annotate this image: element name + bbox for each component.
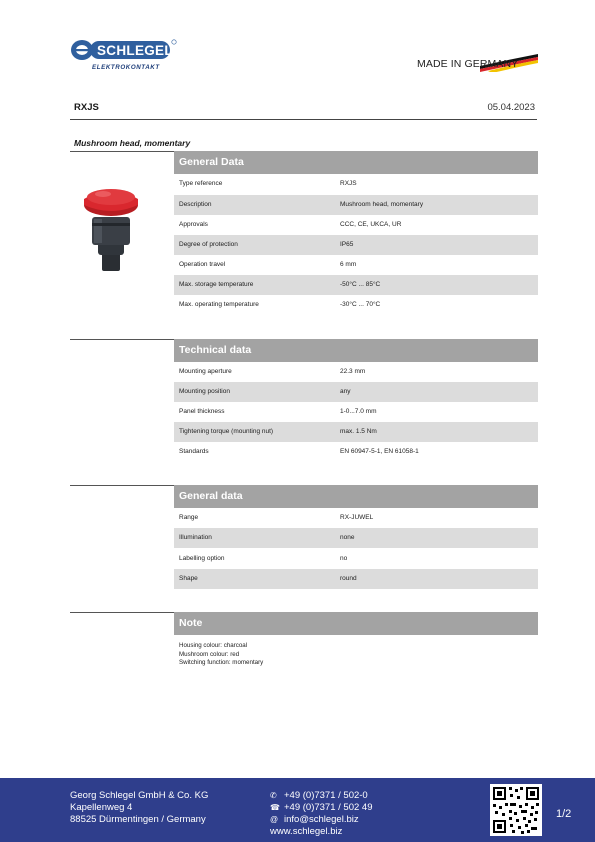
section-rule-note	[70, 612, 174, 613]
row-value: RX-JUWEL	[340, 514, 374, 521]
company-name: Georg Schlegel GmbH & Co. KG	[70, 790, 209, 801]
section-header-technical-data: Technical data	[174, 339, 538, 362]
city-address: 88525 Dürmentingen / Germany	[70, 814, 206, 825]
row-value: 1-0...7.0 mm	[340, 408, 377, 415]
row-value: round	[340, 575, 357, 582]
row-value: CCC, CE, UKCA, UR	[340, 221, 402, 228]
row-label: Type reference	[179, 180, 223, 187]
table-row	[174, 362, 538, 382]
row-value: none	[340, 534, 355, 541]
row-value: -50°C ... 85°C	[340, 281, 381, 288]
footer-contact	[270, 790, 372, 838]
section-header-general-data-2: General data	[174, 485, 538, 508]
section-rule-general-2	[70, 485, 174, 486]
table-row	[174, 215, 538, 235]
email-icon: @	[270, 815, 279, 824]
note-line: Mushroom colour: red	[179, 650, 240, 658]
row-label: Labelling option	[179, 555, 225, 562]
table-row	[174, 442, 538, 462]
table-row	[174, 569, 538, 589]
product-code: RXJS	[74, 102, 99, 113]
row-value: 6 mm	[340, 261, 357, 268]
footer-address	[70, 790, 208, 826]
row-label: Operation travel	[179, 261, 226, 268]
row-label: Max. operating temperature	[179, 301, 259, 308]
fax-icon: ☎	[270, 803, 280, 812]
row-label: Tightening torque (mounting nut)	[179, 428, 274, 435]
table-row	[174, 402, 538, 422]
table-row	[174, 275, 538, 295]
row-value: Mushroom head, momentary	[340, 201, 424, 208]
page-number: 1/2	[556, 808, 572, 820]
row-value: 22.3 mm	[340, 368, 366, 375]
table-row	[174, 528, 538, 548]
row-label: Range	[179, 514, 199, 521]
qr-code	[490, 784, 542, 836]
note-text	[179, 642, 263, 668]
row-label: Max. storage temperature	[179, 281, 254, 288]
row-label: Mounting aperture	[179, 368, 232, 375]
phone-number: +49 (0)7371 / 502-0	[284, 790, 368, 801]
schlegel-logo	[70, 38, 180, 72]
document-date: 05.04.2023	[487, 102, 535, 113]
section-header-general-data: General Data	[174, 151, 538, 174]
row-label: Mounting position	[179, 388, 230, 395]
phone-icon: ✆	[270, 791, 277, 800]
table-row	[174, 235, 538, 255]
fax-number: +49 (0)7371 / 502 49	[284, 802, 373, 813]
email-link[interactable]: info@schlegel.biz	[284, 814, 359, 825]
row-label: Shape	[179, 575, 198, 582]
table-row	[174, 295, 538, 315]
row-value: max. 1.5 Nm	[340, 428, 377, 435]
product-image	[72, 183, 150, 275]
row-value: RXJS	[340, 180, 357, 187]
svg-text:SCHLEGEL: SCHLEGEL	[97, 43, 173, 58]
svg-text:ELEKTROKONTAKT: ELEKTROKONTAKT	[92, 64, 160, 71]
made-in-germany-text: MADE IN GERMANY	[417, 58, 519, 70]
row-label: Degree of protection	[179, 241, 238, 248]
row-label: Illumination	[179, 534, 212, 541]
row-label: Standards	[179, 448, 209, 455]
header-divider	[70, 119, 537, 120]
table-row	[174, 549, 538, 569]
table-row	[174, 195, 538, 215]
row-label: Approvals	[179, 221, 208, 228]
section-rule-technical	[70, 339, 174, 340]
row-value: no	[340, 555, 348, 562]
section-header-note: Note	[174, 612, 538, 635]
note-line: Housing colour: charcoal	[179, 642, 248, 649]
row-value: any	[340, 388, 351, 395]
table-row	[174, 174, 538, 194]
note-line: Switching function: momentary	[179, 659, 264, 666]
table-row	[174, 508, 538, 528]
row-value: IP65	[340, 241, 354, 248]
row-label: Panel thickness	[179, 408, 225, 415]
footer	[0, 778, 595, 842]
street-address: Kapellenweg 4	[70, 802, 133, 813]
row-label: Description	[179, 201, 212, 208]
table-row	[174, 382, 538, 402]
section-rule-general	[70, 151, 174, 152]
product-subtitle: Mushroom head, momentary	[74, 138, 191, 148]
website-link[interactable]: www.schlegel.biz	[270, 826, 343, 837]
table-row	[174, 255, 538, 275]
row-value: EN 60947-5-1, EN 61058-1	[340, 448, 419, 455]
table-row	[174, 422, 538, 442]
row-value: -30°C ... 70°C	[340, 301, 381, 308]
